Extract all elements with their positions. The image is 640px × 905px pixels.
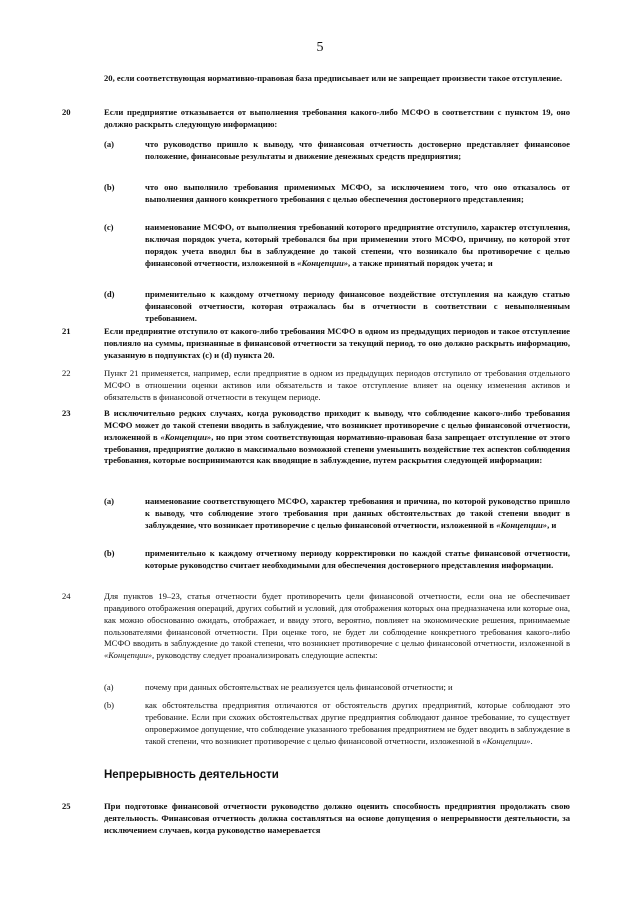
text: , а также принятый порядок учета; и <box>348 257 493 268</box>
section-heading: Непрерывность деятельности <box>104 769 279 781</box>
item-label: (b) <box>104 700 115 710</box>
reference-concept: «Концепции» <box>496 519 548 530</box>
paragraph-21: Если предприятие отступило от какого-либо требования МСФО в одном из предыдущих периодов и такое отступление повлияло на суммы, признанные в финансовой отчетности за текущий период, то оно должно раскрыть информацию, указанную в подпунктах (c) и (d) пункта 20. <box>104 326 570 360</box>
text: , руководству следует проанализировать следующие аспекты: <box>152 650 378 661</box>
text: В исключительно редких случаях, когда руководство приходит к выводу, что соблюдение какого-либо требования МСФО может до такой степени вводить в заблуждение, что возникнет противоречие с целью финансовой отчетности, изложенной в <box>104 408 570 442</box>
paragraph-20: Если предприятие отказывается от выполнения требования какого-либо МСФО в соответствии с пунктом 19, оно должно раскрыть следующую информацию: <box>104 107 570 129</box>
reference-concept: «Концепции» <box>104 650 153 661</box>
intro-paragraph: 20, если соответствующая нормативно-правовая база предписывает или не запрещает произвести такое отступление. <box>104 73 563 83</box>
text: , но при этом соответствующая нормативно-правовая база запрещает отступление от этого требования, предприятие должно в максимально возможной степени уменьшить воздействие тех аспектов соблюдения требования, которые воспринимаются как вводящие в заблуждение, путем раскрытия следующей информации: <box>104 431 570 466</box>
item-label: (b) <box>104 182 115 192</box>
item-label: (a) <box>104 496 115 506</box>
item-label: (b) <box>104 548 115 558</box>
paragraph-23-item-a <box>145 496 570 532</box>
paragraph-number-20: 20 <box>62 107 71 117</box>
paragraph-number-22: 22 <box>62 368 71 378</box>
text: наименование соответствующего МСФО, характер требования и причина, по которой руководство пришло к выводу, что соблюдение этого требования при данных обстоятельствах до такой степени вводит в заблуждение, что возникает противоречие с целью финансовой отчетности, изложенной в <box>145 496 570 530</box>
paragraph-number-21: 21 <box>62 326 71 336</box>
text: . <box>530 735 533 746</box>
paragraph-24-item-a: почему при данных обстоятельствах не реализуется цель финансовой отчетности; и <box>145 682 453 692</box>
paragraph-20-item-b: что оно выполнило требования применимых МСФО, за исключением того, что оно отказалось от выполнения данного конкретного требования с целью обеспечения достоверного представления; <box>145 182 570 204</box>
item-label: (c) <box>104 222 114 232</box>
paragraph-23 <box>104 408 570 467</box>
paragraph-number-23: 23 <box>62 408 71 418</box>
paragraph-number-24: 24 <box>62 591 71 601</box>
text: как обстоятельства предприятия отличаются от обстоятельств других предприятий, которые соблюдают это требование. Если при схожих обстоятельствах другие предприятия соблюдают данное требование, то существует опровержимое допущение, что соблюдение указанного требования предприятием не будет вводить в заблуждение в такой степени, что возникнет противоречие с целью финансовой отчетности, изложенной в <box>145 700 570 746</box>
paragraph-20-item-d: применительно к каждому отчетному периоду финансовое воздействие отступления на каждую статью финансовой отчетности, которая отражалась бы в отчетности в соответствии с невыполненным требованием. <box>145 289 570 323</box>
paragraph-23-item-b: применительно к каждому отчетному периоду корректировки по каждой статье финансовой отчетности, которые руководство считает необходимыми для обеспечения достоверного представления информации. <box>145 548 570 570</box>
paragraph-22: Пункт 21 применяется, например, если предприятие в одном из предыдущих периодов отступило от требования отдельного МСФО в отношении оценки активов или обязательств и такое отступление влияет на оценку изменения активов и обязательств в финансовой отчетности в текущем периоде. <box>104 368 570 402</box>
paragraph-20-item-a: что руководство пришло к выводу, что финансовая отчетность достоверно представляет финансовое положение, финансовые результаты и движение денежных средств предприятия; <box>145 139 570 161</box>
item-label: (d) <box>104 289 115 299</box>
text: , и <box>547 519 557 530</box>
paragraph-24-item-b <box>145 700 570 747</box>
reference-concept: «Концепции» <box>297 257 349 268</box>
text: наименование МСФО, от выполнения требований которого предприятие отступило, характер отступления, включая порядок учета, который требовался бы при применении этого МСФО, причину, по которой этот порядок учета вводил бы в заблуждение до такой степени, что возникало бы противоречие с целью финансовой отчетности, изложенной в <box>145 222 570 268</box>
paragraph-number-25: 25 <box>62 801 71 811</box>
reference-concept: «Концепции» <box>160 431 212 442</box>
reference-concept: «Концепции» <box>482 735 531 746</box>
item-label: (a) <box>104 139 115 149</box>
paragraph-20-item-c <box>145 222 570 269</box>
item-label: (a) <box>104 682 114 692</box>
paragraph-24 <box>104 591 570 662</box>
text: Для пунктов 19–23, статья отчетности будет противоречить цели финансовой отчетности, если она не обеспечивает правдивого отображения операций, других событий и условий, для отображения которых она предназначена или которые она, как можно обоснованно ожидать, отображает, и ввиду этого, вероятно, повлияет на экономические решения, принимаемые пользователями финансовой отчетности. При оценке того, не будет ли соблюдение конкретного требования какого-либо МСФО вводить в заблуждение до такой степени, что возникнет противоречие с целью финансовой отчетности, изложенной в <box>104 591 570 649</box>
page-number: 5 <box>316 40 324 55</box>
paragraph-25: При подготовке финансовой отчетности руководство должно оценить способность предприятия продолжать свою деятельность. Финансовая отчетность должна составляться на основе допущения о непрерывности деятельности, за исключением случаев, когда руководство намеревается <box>104 801 570 835</box>
